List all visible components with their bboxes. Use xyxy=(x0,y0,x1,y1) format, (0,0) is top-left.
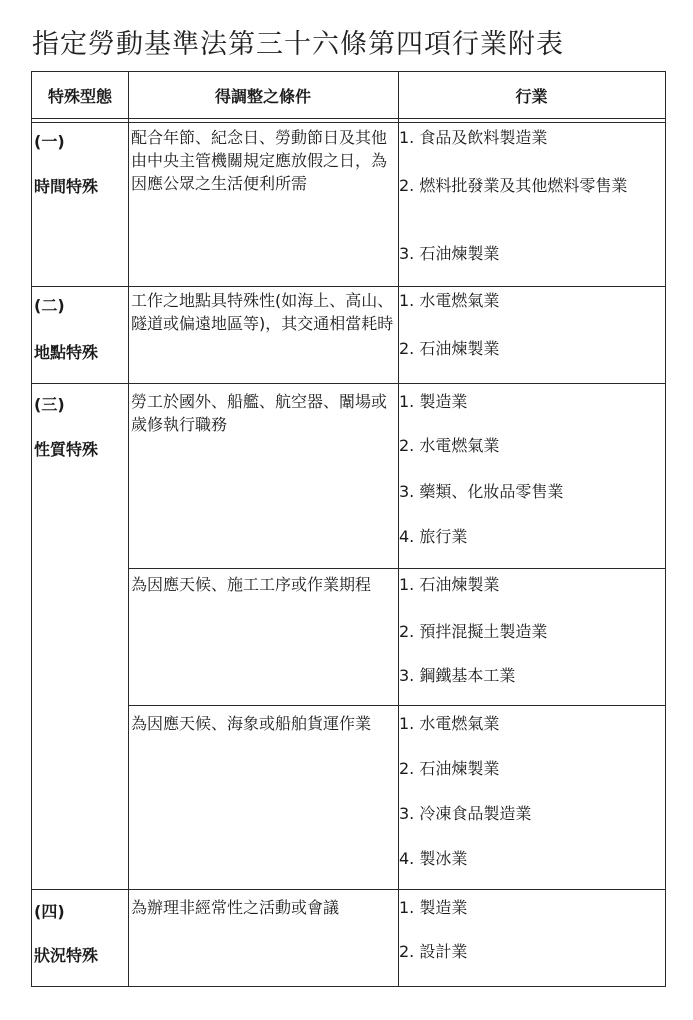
col-divider-1 xyxy=(128,72,129,986)
industry-item: 1. 石油煉製業 xyxy=(399,575,500,594)
header-condition: 得調整之條件 xyxy=(214,86,311,106)
industry-item: 2. 石油煉製業 xyxy=(399,339,500,358)
row-divider-4 xyxy=(128,568,665,569)
condition-text: 為因應天候、海象或船舶貨運作業 xyxy=(131,714,372,733)
condition-text: 為因應天候、施工工序或作業期程 xyxy=(131,575,372,594)
category-name: 時間特殊 xyxy=(34,177,99,196)
industry-item: 1. 製造業 xyxy=(399,392,468,411)
row-divider-5 xyxy=(128,705,665,706)
industry-item: 2. 設計業 xyxy=(399,942,468,961)
row-divider-2 xyxy=(32,286,665,287)
category-number: (四) xyxy=(34,902,65,921)
industry-item: 3. 鋼鐵基本工業 xyxy=(399,666,516,685)
category-name: 狀況特殊 xyxy=(34,946,99,965)
industry-item: 1. 水電燃氣業 xyxy=(399,291,500,310)
condition-text: 配合年節、紀念日、勞動節日及其他由中央主管機關規定應放假之日，為因應公眾之生活便利所需 xyxy=(131,128,388,193)
condition-text: 為辦理非經常性之活動或會議 xyxy=(131,898,340,917)
industry-table xyxy=(31,71,666,987)
condition-text: 勞工於國外、船艦、航空器、闈場或歲修執行職務 xyxy=(131,392,388,434)
category-number: (二) xyxy=(34,296,65,315)
industry-item: 2. 石油煉製業 xyxy=(399,759,500,778)
industry-item: 2. 燃料批發業及其他燃料零售業 xyxy=(399,176,628,195)
industry-item: 2. 水電燃氣業 xyxy=(399,436,500,455)
industry-item: 3. 冷凍食品製造業 xyxy=(399,804,532,823)
industry-item: 4. 製冰業 xyxy=(399,849,468,868)
category-number: (三) xyxy=(34,395,65,414)
condition-text: 工作之地點具特殊性(如海上、高山、隧道或偏遠地區等)，其交通相當耗時 xyxy=(131,291,394,333)
industry-item: 1. 製造業 xyxy=(399,898,468,917)
industry-item: 3. 藥類、化妝品零售業 xyxy=(399,482,564,501)
category-name: 性質特殊 xyxy=(34,440,99,459)
category-name: 地點特殊 xyxy=(34,343,99,362)
industry-item: 1. 水電燃氣業 xyxy=(399,714,500,733)
header-type: 特殊型態 xyxy=(47,86,112,106)
row-divider-3 xyxy=(32,383,665,384)
industry-item: 3. 石油煉製業 xyxy=(399,244,500,263)
page-title: 指定勞動基準法第三十六條第四項行業附表 xyxy=(32,29,564,60)
industry-item: 2. 預拌混擬土製造業 xyxy=(399,622,548,641)
category-number: (一) xyxy=(34,132,65,151)
row-divider-6 xyxy=(32,889,665,890)
row-divider-1 xyxy=(32,122,665,123)
header-divider xyxy=(32,118,665,119)
industry-item: 1. 食品及飲料製造業 xyxy=(399,128,548,147)
industry-item: 4. 旅行業 xyxy=(399,527,468,546)
header-industry: 行業 xyxy=(515,86,548,106)
